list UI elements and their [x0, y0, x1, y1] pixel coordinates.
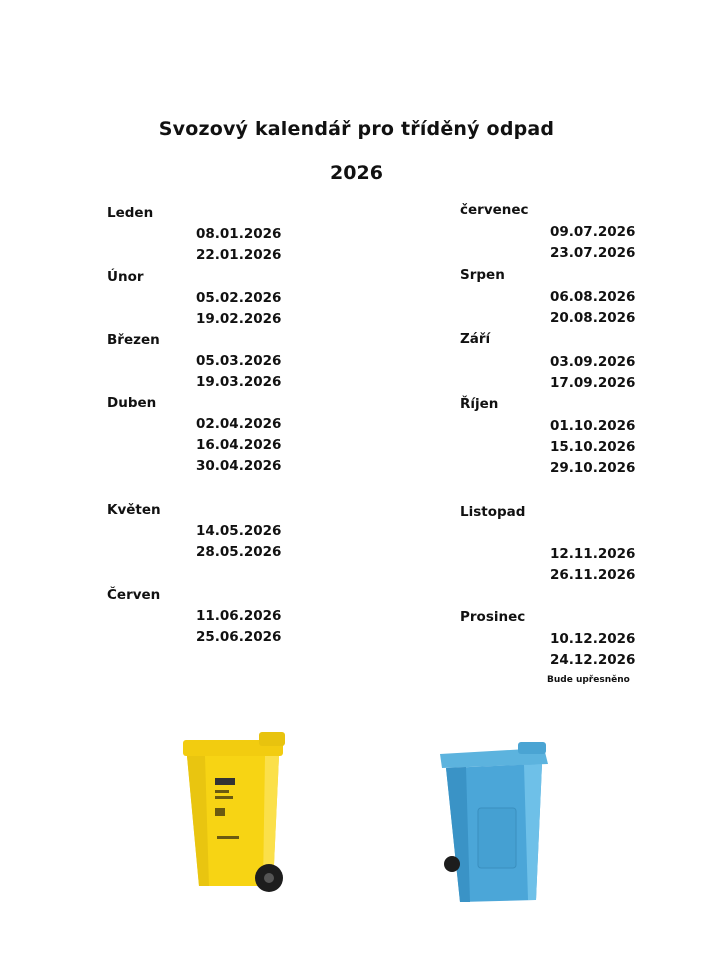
date-cerven-2: 25.06.2026: [196, 629, 282, 645]
month-cerven: Červen: [107, 587, 161, 603]
date-srpen-2: 20.08.2026: [550, 310, 636, 326]
date-listopad-1: 12.11.2026: [550, 546, 636, 562]
date-brezen-1: 05.03.2026: [196, 353, 282, 369]
date-cervenec-1: 09.07.2026: [550, 224, 636, 240]
month-duben: Duben: [107, 395, 157, 411]
date-duben-1: 02.04.2026: [196, 416, 282, 432]
date-brezen-2: 19.03.2026: [196, 374, 282, 390]
date-duben-3: 30.04.2026: [196, 458, 282, 474]
month-zari: Září: [460, 331, 491, 347]
calendar-year: 2026: [330, 162, 383, 184]
date-zari-2: 17.09.2026: [550, 375, 636, 391]
month-srpen: Srpen: [460, 267, 505, 283]
date-prosinec-2: 24.12.2026: [550, 652, 636, 668]
month-cervenec: červenec: [460, 202, 529, 218]
date-kveten-2: 28.05.2026: [196, 544, 282, 560]
date-prosinec-1: 10.12.2026: [550, 631, 636, 647]
date-kveten-1: 14.05.2026: [196, 523, 282, 539]
date-unor-2: 19.02.2026: [196, 311, 282, 327]
month-unor: Únor: [107, 269, 144, 285]
yellow-waste-bin-icon: [175, 728, 295, 898]
date-rijen-3: 29.10.2026: [550, 460, 636, 476]
month-rijen: Říjen: [460, 396, 499, 412]
page-title: Svozový kalendář pro tříděný odpad: [158, 118, 555, 140]
month-kveten: Květen: [107, 502, 161, 518]
month-prosinec: Prosinec: [460, 609, 526, 625]
date-duben-2: 16.04.2026: [196, 437, 282, 453]
date-leden-1: 08.01.2026: [196, 226, 282, 242]
date-cervenec-2: 23.07.2026: [550, 245, 636, 261]
date-rijen-1: 01.10.2026: [550, 418, 636, 434]
date-cerven-1: 11.06.2026: [196, 608, 282, 624]
month-brezen: Březen: [107, 332, 160, 348]
date-srpen-1: 06.08.2026: [550, 289, 636, 305]
date-zari-1: 03.09.2026: [550, 354, 636, 370]
month-leden: Leden: [107, 205, 154, 221]
date-listopad-2: 26.11.2026: [550, 567, 636, 583]
month-listopad: Listopad: [460, 504, 526, 520]
date-leden-2: 22.01.2026: [196, 247, 282, 263]
note-bude-upresneno: Bude upřesněno: [547, 675, 630, 685]
blue-waste-bin-icon: [432, 738, 557, 910]
date-rijen-2: 15.10.2026: [550, 439, 636, 455]
date-unor-1: 05.02.2026: [196, 290, 282, 306]
